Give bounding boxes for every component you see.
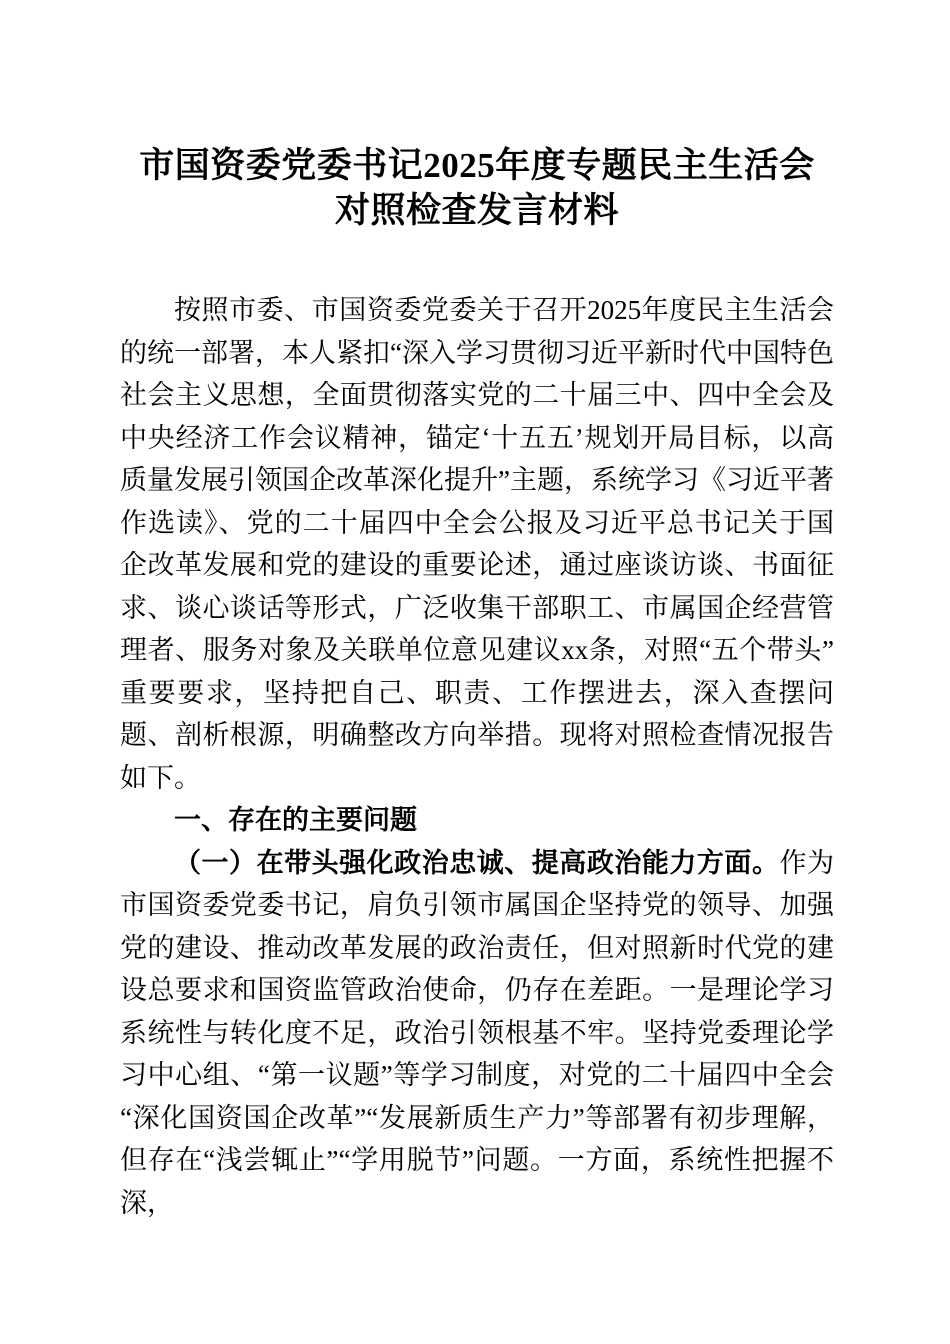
section-1-item-1-text: 作为市国资委党委书记，肩负引领市属国企坚持党的领导、加强党的建设、推动改革发展的政治责任，但对照新时代党的建设总要求和国资监管政治使命，仍存在差距。一是理论学习系统性与转化度不足，政治引领根基不牢。坚持党委理论学习中心组、“第一议题”等学习制度，对党的二十届四中全会“深化国资国企改革”“发展新质生产力”等部署有初步理解，但存在“浅尝辄止”“学用脱节”问题。一方面，系统性把握不深，	[120, 847, 835, 1218]
section-1-heading: 一、存在的主要问题	[174, 805, 417, 835]
intro-paragraph: 按照市委、市国资委党委关于召开2025年度民主生活会的统一部署，本人紧扣“深入学习贯彻习近平新时代中国特色社会主义思想，全面贯彻落实党的二十届三中、四中全会及中央经济工作会议精神，锚定‘十五五’规划开局目标，以高质量发展引领国企改革深化提升”主题，系统学习《习近平著作选读》、党的二十届四中全会公报及习近平总书记关于国企改革发展和党的建设的重要论述，通过座谈访谈、书面征求、谈心谈话等形式，广泛收集干部职工、市属国企经营管理者、服务对象及关联单位意见建议xx条，对照“五个带头”重要要求，坚持把自己、职责、工作摆进去，深入查摆问题、剖析根源，明确整改方向举措。现将对照检查情况报告如下。	[120, 295, 834, 793]
document-body	[120, 289, 834, 1224]
document-title	[120, 143, 834, 233]
section-1-item-1-lead: （一）在带头强化政治忠诚、提高政治能力方面。	[174, 847, 780, 878]
section-1-item-1-paragraph	[120, 842, 834, 1225]
document-title-line-1: 市国资委党委书记2025年度专题民主生活会	[139, 146, 815, 185]
document-title-line-2: 对照检查发言材料	[334, 191, 619, 230]
